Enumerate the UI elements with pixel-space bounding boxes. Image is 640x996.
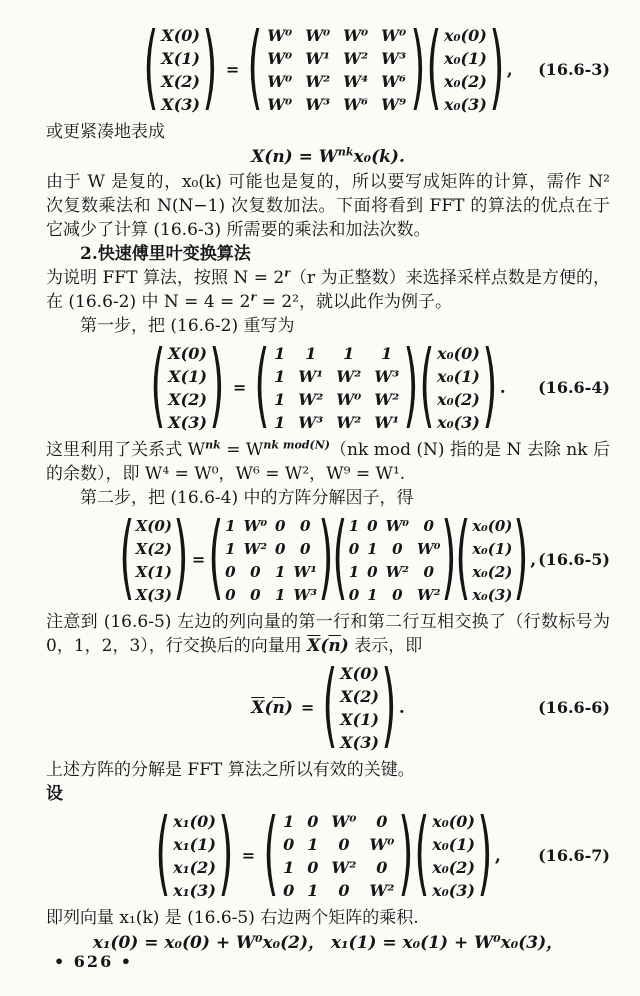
matrix-cell: 0 (275, 539, 286, 558)
right-paren: ) (513, 503, 529, 610)
matrix-cell: 0 (225, 562, 236, 581)
matrix-cell: 1 (348, 516, 360, 535)
right-paren: ) (441, 503, 457, 610)
w-matrix-cells (270, 343, 403, 434)
matrix-cell: 1 (367, 539, 378, 558)
vector-cell: X(1) (161, 48, 200, 68)
vector-cell: x₀(2) (443, 71, 487, 91)
right-paren: ) (218, 799, 234, 906)
matrix-cell: 0 (392, 585, 403, 604)
superscript: r (250, 290, 257, 304)
vector-cell: X(0) (135, 516, 172, 535)
matrix-cell: W⁰ (385, 516, 409, 535)
paragraph-complexity: 由于 W 是复的，x₀(k) 可能也是复的，所以要写成矩阵的计算，需作 N² 次复数乘法和 N(N−1) 次复数加法。下面将看到 FFT 的算法的优点在于它减少了计算 (16.6-3) 所需要的乘法和加法次数。 (46, 172, 610, 240)
equation-label: (16.6-6) (538, 698, 610, 717)
paragraph-product-note: 即列向量 x₁(k) 是 (16.6-5) 右边两个矩阵的乘积. (46, 908, 419, 928)
paragraph-fft-setup (46, 266, 610, 314)
let-line: 设 (46, 784, 63, 804)
matrix-cell: W² (369, 880, 395, 900)
matrix-cell: 1 (381, 343, 393, 363)
equation-label: (16.6-7) (538, 846, 610, 865)
left-paren: ( (332, 503, 348, 610)
vector-cell: x₀(1) (443, 48, 487, 68)
matrix-cell: W² (305, 71, 331, 91)
trailing-punctuation: , (530, 550, 537, 570)
vector-x0 (414, 799, 493, 906)
left-paren: ( (455, 503, 471, 610)
vector-cell: X(3) (161, 94, 200, 114)
right-paren: ) (403, 331, 419, 438)
trailing-punctuation: . (499, 378, 506, 398)
vector-x1-cells (171, 811, 218, 902)
matrix-cell: W⁰ (369, 834, 395, 854)
vector-cell: X(2) (168, 389, 207, 409)
vector-cell: x₀(2) (432, 857, 475, 877)
vector-cell: x₀(1) (472, 539, 513, 558)
matrix-cell: W⁰ (267, 94, 293, 114)
matrix-cell: W¹ (374, 412, 400, 432)
matrix-cell: 0 (338, 834, 350, 854)
vector-cell: X(2) (340, 686, 379, 706)
equation-label: (16.6-3) (538, 60, 610, 79)
matrix-cell: W¹ (293, 562, 317, 581)
matrix-cell: W² (417, 585, 441, 604)
superscript: nk mod(N) (263, 438, 330, 452)
overlined-X: $\overline{X}$ (307, 636, 321, 656)
trailing-punctuation: , (506, 60, 513, 80)
matrix-cell: 0 (392, 539, 403, 558)
matrix-cell: W² (243, 539, 268, 558)
vector-cell: x₀(0) (432, 811, 475, 831)
matrix-cell: 0 (299, 539, 311, 558)
equation-text: x₀(k). (353, 147, 405, 167)
right-paren: ) (173, 503, 189, 610)
vector-x0 (426, 13, 505, 120)
vector-cell: X(0) (168, 343, 207, 363)
matrix-cell: W⁰ (343, 25, 369, 45)
matrix-cell: W³ (305, 94, 331, 114)
permuted-vector-symbol (251, 696, 293, 720)
equals-sign: = (241, 846, 256, 865)
right-paren: ) (209, 331, 225, 438)
matrix-cell: W⁰ (381, 25, 407, 45)
factor-matrix-1-cells (223, 515, 319, 606)
matrix-cell: W¹ (305, 48, 331, 68)
vector-X-cells (134, 515, 174, 606)
matrix-cell: 0 (367, 562, 378, 581)
text-segment: 注意到 (16.6-5) 左边的列向量的第一行和第二行互相交换了（行数标号为 0，1，2，3），行交换后的向量用 (46, 612, 610, 656)
equals-sign: = (191, 550, 206, 569)
overlined-X: $\overline{X}$ (251, 698, 265, 718)
overlined-n: $\overline{n}$ (328, 636, 341, 656)
vector-x0-cells (430, 811, 477, 902)
equation-text: X(n) = W (251, 147, 338, 167)
left-paren: ( (247, 13, 263, 120)
matrix-cell: W³ (381, 48, 407, 68)
vector-x0 (455, 503, 529, 610)
equation-label: (16.6-4) (538, 378, 610, 397)
left-paren: ( (155, 799, 171, 906)
matrix-cell: W¹ (298, 366, 324, 386)
matrix-cell: 0 (250, 562, 261, 581)
matrix-cell: W² (385, 562, 409, 581)
text-segment: （r 为正整数）来选择采样点数是方便的，在 (16.6-2) 中 N = 4 = 2 (46, 268, 610, 312)
matrix-cell: 1 (348, 562, 360, 581)
vector-x0-cells (435, 343, 482, 434)
matrix-cell: 0 (348, 585, 360, 604)
step2-line: 第二步，把 (16.6-4) 中的方阵分解因子，得 (80, 488, 414, 508)
matrix-cell: 1 (225, 516, 236, 535)
vector-X-cells (159, 25, 202, 116)
equals-sign: = (225, 60, 240, 79)
matrix-cell: 1 (283, 857, 295, 877)
left-paren: ( (150, 331, 166, 438)
right-paren: ) (202, 13, 218, 120)
superscript: nk (205, 438, 221, 452)
matrix-cell: 0 (348, 539, 360, 558)
vector-cell: X(1) (340, 709, 379, 729)
right-paren: ) (398, 799, 414, 906)
vector-cell: X(1) (135, 562, 172, 581)
vector-cell: X(3) (168, 412, 207, 432)
left-paren: ( (426, 13, 442, 120)
equals-sign: = (232, 378, 247, 397)
vector-cell: x₀(3) (443, 94, 487, 114)
text-segment: = 2²，就以此作为例子。 (256, 292, 452, 312)
matrix-cell: 1 (307, 880, 319, 900)
trailing-punctuation: . (398, 698, 405, 718)
right-paren: ) (318, 503, 334, 610)
superscript: r (284, 266, 290, 280)
matrix-cell: W⁰ (267, 71, 293, 91)
vector-cell: x₀(2) (437, 389, 480, 409)
matrix-cell: 0 (423, 516, 434, 535)
text-segment: 为说明 FFT 算法，按照 N = 2 (46, 268, 285, 288)
matrix-cell: W³ (293, 585, 317, 604)
left-paren: ( (419, 331, 435, 438)
equation-16-6-5 (46, 503, 610, 610)
left-paren: ( (119, 503, 135, 610)
matrix-cell: 0 (225, 585, 236, 604)
butterfly-equation: x₁(0) = x₀(0) + W⁰x₀(2)， x₁(1) = x₀(1) + W⁰x₀(3)， (92, 933, 564, 953)
text-segment: ) (340, 636, 349, 656)
vector-X-cells (338, 663, 381, 754)
compact-intro-line: 或更紧凑地表成 (46, 122, 165, 142)
vector-cell: X(0) (161, 25, 200, 45)
matrix-cell: W² (374, 389, 400, 409)
equals-sign: = (300, 698, 315, 717)
matrix-cell: 1 (275, 562, 286, 581)
factor-matrix-2 (263, 799, 414, 906)
vector-cell: X(1) (168, 366, 207, 386)
equation-16-6-6 (46, 651, 610, 758)
text-segment: （nk mod (N) 指的是 N 去除 nk 后的余数），即 W⁴ = W⁰，W⁶ = W²，W⁹ = W¹. (46, 440, 610, 484)
w-matrix-cells (263, 25, 410, 116)
vector-X (150, 331, 225, 438)
matrix-cell: W² (336, 366, 362, 386)
factor-matrix-2-cells (347, 515, 443, 606)
matrix-cell: W⁰ (331, 811, 357, 831)
superscript: nk (337, 145, 354, 159)
equation-16-6-7 (46, 799, 610, 906)
paragraph-key-remark: 上述方阵的分解是 FFT 算法之所以有效的关键。 (46, 760, 415, 780)
w-matrix-mod (254, 331, 419, 438)
trailing-punctuation: , (494, 846, 501, 866)
vector-cell: x₀(3) (472, 585, 513, 604)
left-paren: ( (208, 503, 224, 610)
left-paren: ( (322, 651, 338, 758)
matrix-cell: 1 (225, 539, 236, 558)
matrix-cell: 0 (299, 516, 311, 535)
left-paren: ( (254, 331, 270, 438)
matrix-cell: W³ (298, 412, 324, 432)
matrix-cell: 0 (307, 811, 319, 831)
matrix-cell: W⁴ (343, 71, 369, 91)
matrix-cell: 0 (283, 880, 295, 900)
vector-cell: x₁(1) (173, 834, 216, 854)
matrix-cell: W⁰ (267, 48, 293, 68)
matrix-cell: 0 (367, 516, 378, 535)
matrix-cell: W⁶ (343, 94, 369, 114)
vector-cell: x₀(3) (437, 412, 480, 432)
left-paren: ( (414, 799, 430, 906)
factor-matrix-2-cells (279, 811, 398, 902)
matrix-cell: 1 (274, 366, 286, 386)
vector-cell: x₀(1) (432, 834, 475, 854)
matrix-cell: 0 (338, 880, 350, 900)
matrix-cell: 1 (274, 389, 286, 409)
right-paren: ) (482, 331, 498, 438)
matrix-cell: W⁰ (243, 516, 268, 535)
matrix-cell: W² (343, 48, 369, 68)
vector-cell: X(3) (340, 732, 379, 752)
matrix-cell: 0 (283, 834, 295, 854)
matrix-cell: 0 (275, 516, 286, 535)
text-segment: 表示，即 (348, 636, 423, 656)
factor-matrix-1 (208, 503, 334, 610)
matrix-cell: 1 (274, 412, 286, 432)
vector-cell: x₀(0) (437, 343, 480, 363)
vector-cell: x₀(2) (472, 562, 513, 581)
vector-cell: x₀(3) (432, 880, 475, 900)
vector-cell: X(2) (135, 539, 172, 558)
matrix-cell: W⁰ (305, 25, 331, 45)
vector-X-permuted (322, 651, 397, 758)
text-segment: 这里利用了关系式 W (46, 440, 206, 460)
matrix-cell: W⁰ (336, 389, 362, 409)
vector-cell: x₀(1) (437, 366, 480, 386)
paren-text: ( (264, 698, 273, 718)
matrix-cell: 1 (275, 585, 286, 604)
vector-x0-cells (470, 515, 514, 606)
vector-cell: X(2) (161, 71, 200, 91)
matrix-cell: 0 (376, 857, 388, 877)
matrix-cell: 1 (343, 343, 355, 363)
equation-16-6-3 (46, 13, 610, 120)
step1-line: 第一步，把 (16.6-2) 重写为 (80, 316, 295, 336)
right-paren: ) (489, 13, 505, 120)
vector-cell: x₀(0) (443, 25, 487, 45)
right-paren: ) (410, 13, 426, 120)
paragraph-mod-relation (46, 438, 610, 486)
matrix-cell: W³ (374, 366, 400, 386)
matrix-cell: 1 (274, 343, 286, 363)
compact-equation (46, 145, 610, 169)
vector-X-permuted (119, 503, 189, 610)
page-number: • 626 • (54, 952, 133, 971)
w-matrix (247, 13, 426, 120)
vector-x0-cells (442, 25, 489, 116)
matrix-cell: W² (336, 412, 362, 432)
equation-label: (16.6-5) (538, 550, 610, 569)
matrix-cell: W⁹ (381, 94, 407, 114)
matrix-cell: 1 (307, 834, 319, 854)
vector-cell: x₁(2) (173, 857, 216, 877)
right-paren: ) (477, 799, 493, 906)
left-paren: ( (143, 13, 159, 120)
equation-16-6-4 (46, 331, 610, 438)
left-paren: ( (263, 799, 279, 906)
vector-cell: x₀(0) (472, 516, 513, 535)
matrix-cell: 0 (307, 857, 319, 877)
matrix-cell: 0 (376, 811, 388, 831)
vector-x0 (419, 331, 498, 438)
matrix-cell: 0 (250, 585, 261, 604)
section-heading: 2.快速傅里叶变换算法 (80, 244, 251, 264)
matrix-cell: W² (331, 857, 357, 877)
vector-x1 (155, 799, 234, 906)
matrix-cell: W⁰ (417, 539, 441, 558)
right-paren: ) (381, 651, 397, 758)
overlined-n: $\overline{n}$ (272, 698, 285, 718)
vector-X-cells (166, 343, 209, 434)
matrix-cell: 1 (283, 811, 295, 831)
matrix-cell: 1 (367, 585, 378, 604)
vector-X (143, 13, 218, 120)
vector-cell: X(0) (340, 663, 379, 683)
matrix-cell: W⁶ (381, 71, 407, 91)
vector-cell: x₁(0) (173, 811, 216, 831)
matrix-cell: 1 (305, 343, 317, 363)
paren-text: ) (284, 698, 293, 718)
matrix-cell: W⁰ (267, 25, 293, 45)
text-segment: = W (220, 440, 264, 460)
matrix-cell: 0 (423, 562, 434, 581)
factor-matrix-2 (332, 503, 457, 610)
text-segment: ( (320, 636, 329, 656)
vector-cell: X(3) (135, 585, 172, 604)
vector-cell: x₁(3) (173, 880, 216, 900)
matrix-cell: W² (298, 389, 324, 409)
